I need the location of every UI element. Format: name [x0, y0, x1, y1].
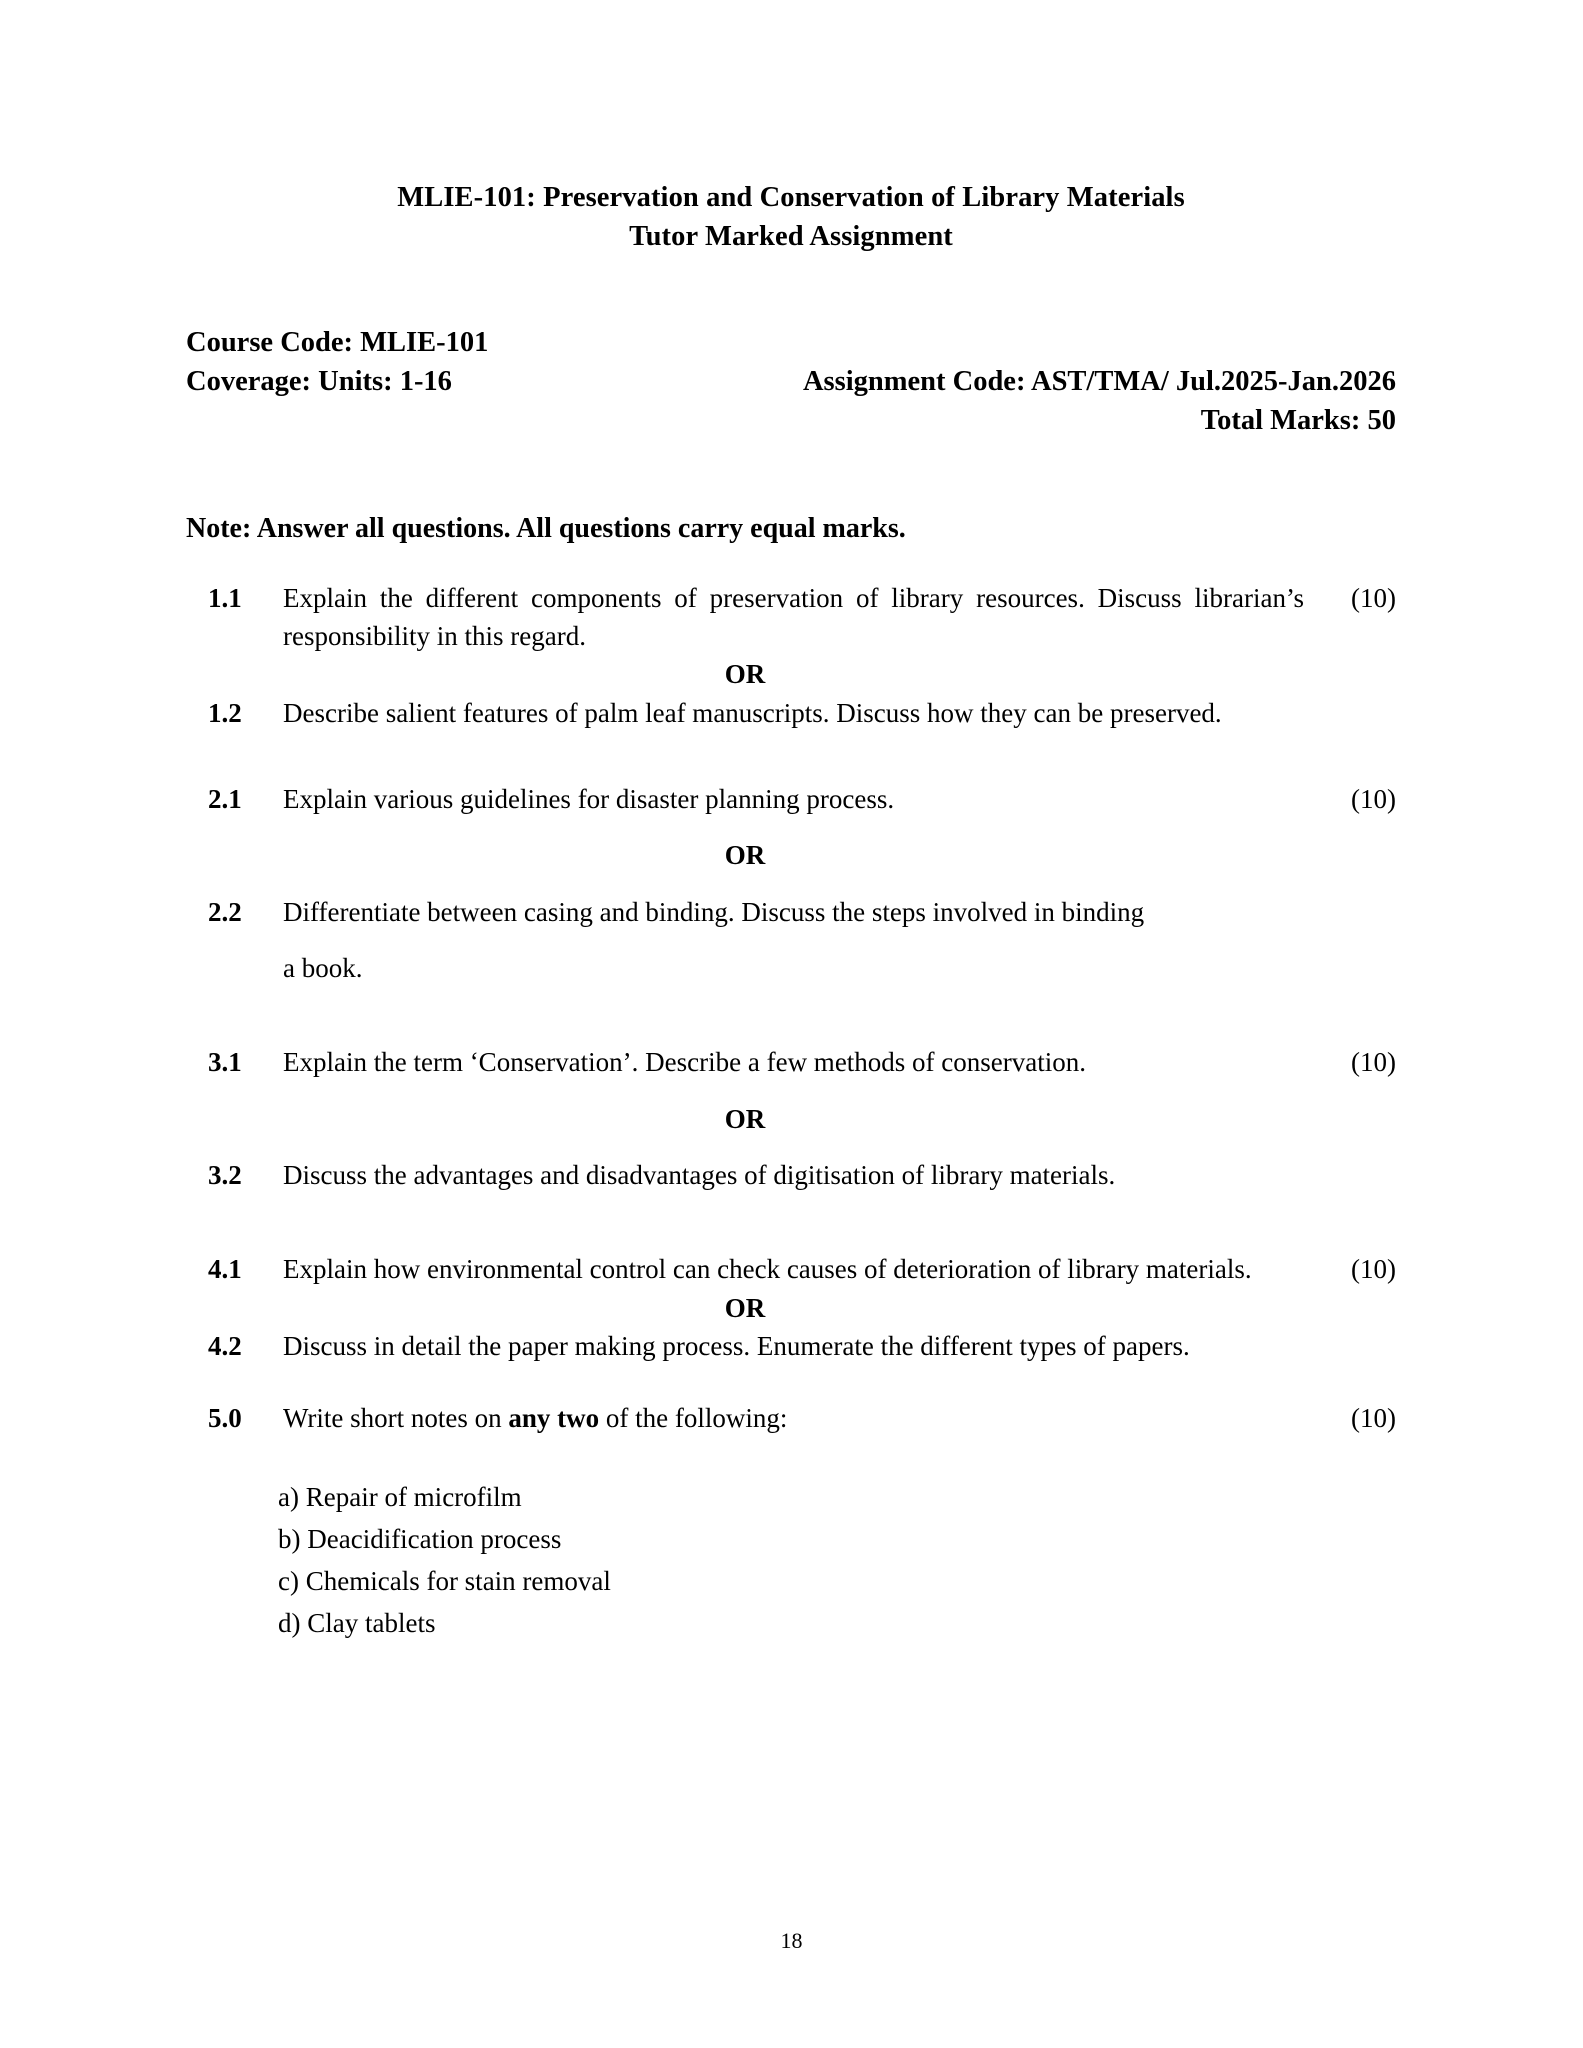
- question-text: [283, 1399, 1304, 1437]
- question-text: Explain the different components of preservation of library resources. Discuss librarian’s responsibility in this regard.: [283, 582, 1304, 651]
- coverage-units: Coverage: Units: 1-16: [186, 365, 452, 397]
- or-separator-2: OR: [724, 840, 766, 871]
- note-text: Note: Answer all questions. All questions carry equal marks.: [186, 512, 906, 544]
- question-row-1-1: [186, 579, 1396, 656]
- page-number: 18: [780, 1928, 803, 1953]
- title-line-1: MLIE-101: Preservation and Conservation of Library Materials: [397, 182, 1185, 213]
- spacer: [186, 1082, 1396, 1100]
- question-number: 3.1: [208, 1047, 242, 1078]
- question-text: Discuss the advantages and disadvantages of digitisation of library materials.: [283, 1159, 1116, 1190]
- question-text-line-1: Differentiate between casing and binding. Discuss the steps involved in binding: [283, 896, 1145, 927]
- question-row-2-1: [186, 780, 1396, 818]
- assignment-code: Assignment Code: AST/TMA/ Jul.2025-Jan.2026: [802, 365, 1396, 397]
- question-text: Discuss in detail the paper making process. Enumerate the different types of papers.: [283, 1330, 1190, 1361]
- meta-row-course-code: [186, 323, 1396, 362]
- total-marks: Total Marks: 50: [1200, 405, 1396, 437]
- question-text: Explain how environmental control can check causes of deterioration of library materials.: [283, 1254, 1252, 1285]
- question-text-after-emphasis: of the following:: [599, 1403, 788, 1434]
- question-number: 4.2: [208, 1330, 242, 1361]
- question-body: [283, 1043, 1304, 1081]
- question-marks: (10): [1351, 1403, 1396, 1434]
- question-body: [283, 780, 1304, 818]
- or-separator-3: OR: [724, 1103, 766, 1134]
- question-marks: (10): [1351, 1047, 1396, 1078]
- question-number: 2.2: [208, 896, 242, 927]
- question-body: [283, 893, 1304, 988]
- question-row-3-2: [186, 1156, 1396, 1194]
- question-text: Describe salient features of palm leaf manuscripts. Discuss how they can be preserved.: [283, 697, 1222, 728]
- question-text: Explain various guidelines for disaster planning process.: [283, 783, 895, 814]
- question-body: [283, 1250, 1304, 1288]
- or-separator-4: OR: [724, 1292, 766, 1323]
- sub-option-d: d) Clay tablets: [278, 1607, 436, 1638]
- spacer: [186, 987, 1396, 1043]
- question-number: 3.2: [208, 1159, 242, 1190]
- document-title: [186, 178, 1396, 257]
- page-content: [186, 178, 1396, 1644]
- question-marks: (10): [1351, 1254, 1396, 1285]
- sub-option-c: c) Chemicals for stain removal: [278, 1565, 611, 1596]
- spacer: [186, 1194, 1396, 1250]
- spacer: [186, 1138, 1396, 1156]
- sub-option-a: a) Repair of microfilm: [278, 1481, 522, 1512]
- question-body: [283, 1156, 1304, 1194]
- question-number: 2.1: [208, 783, 242, 814]
- spacer: [186, 818, 1396, 836]
- question-marks: (10): [1351, 783, 1396, 814]
- question-body: [283, 579, 1304, 656]
- title-line-2: Tutor Marked Assignment: [629, 221, 953, 253]
- spacer: [186, 875, 1396, 893]
- question-number: 5.0: [208, 1403, 242, 1434]
- question-number: 1.1: [208, 582, 242, 613]
- question-row-4-1: [186, 1250, 1396, 1288]
- spacer: [186, 1365, 1396, 1399]
- question-text: Explain the term ‘Conservation’. Describe a few methods of conservation.: [283, 1047, 1086, 1078]
- meta-row-coverage: [186, 362, 1396, 401]
- question-number: 1.2: [208, 697, 242, 728]
- assignment-meta: [186, 323, 1396, 441]
- question-marks: (10): [1351, 582, 1396, 613]
- question-body: [283, 694, 1304, 732]
- question-row-4-2: [186, 1327, 1396, 1365]
- question-text-before-emphasis: Write short notes on: [283, 1403, 509, 1434]
- question-number: 4.1: [208, 1254, 242, 1285]
- question-row-5-0: [186, 1399, 1396, 1437]
- spacer: [186, 732, 1396, 780]
- or-separator-1: OR: [724, 659, 766, 690]
- question-row-2-2: [186, 893, 1396, 988]
- question-emphasis: any two: [508, 1403, 600, 1434]
- question-row-1-2: [186, 694, 1396, 732]
- question-list: [186, 579, 1396, 1644]
- sub-option-list: [186, 1476, 1396, 1644]
- sub-option-b: b) Deacidification process: [278, 1523, 562, 1554]
- question-body: [283, 1327, 1304, 1365]
- course-code: Course Code: MLIE-101: [186, 326, 489, 358]
- question-row-3-1: [186, 1043, 1396, 1081]
- question-text-line-2: a book.: [283, 952, 363, 983]
- question-body: [283, 1399, 1304, 1437]
